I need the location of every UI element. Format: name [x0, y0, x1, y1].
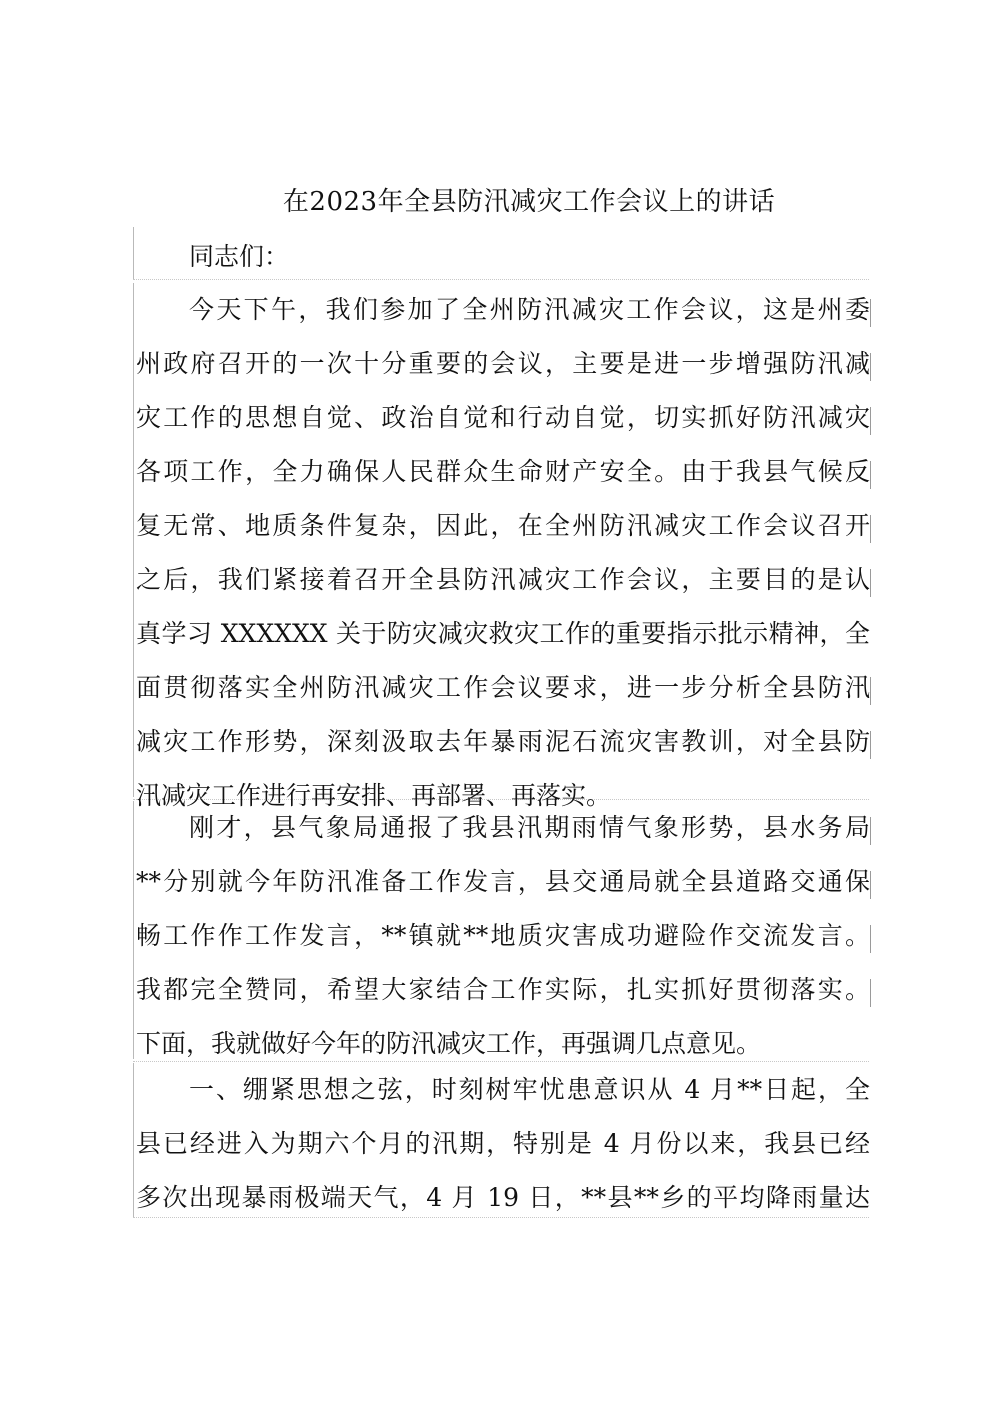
text-line: 真学习 XXXXXX 关于防灾减灾救灾工作的重要指示批示精神，全 [136, 619, 870, 648]
left-margin-rule [133, 227, 134, 279]
text-line: 多次出现暴雨极端天气，4 月 19 日，**县**乡的平均降雨量达 [136, 1183, 870, 1212]
right-margin-rule [870, 569, 871, 597]
text-line: 复无常、地质条件复杂，因此，在全州防汛减灾工作会议召开 [136, 511, 870, 540]
text-line: 下面，我就做好今年的防汛减灾工作，再强调几点意见。 [136, 1029, 762, 1058]
document-title: 在2023年全县防汛减灾工作会议上的讲话 [282, 187, 776, 217]
right-margin-rule [870, 979, 871, 1007]
text-line: 畅工作作工作发言，**镇就**地质灾害成功避险作交流发言。 [136, 921, 870, 950]
right-margin-rule [870, 871, 871, 899]
paragraph-separator [133, 279, 869, 280]
text-line: 减灾工作形势，深刻汲取去年暴雨泥石流灾害教训，对全县防 [136, 727, 870, 756]
right-margin-rule [870, 299, 871, 327]
text-line: 州政府召开的一次十分重要的会议，主要是进一步增强防汛减 [136, 349, 870, 378]
text-line: 汛减灾工作进行再安排、再部署、再落实。 [136, 781, 612, 810]
left-margin-rule [133, 283, 134, 797]
right-margin-rule [870, 515, 871, 543]
salutation: 同志们： [189, 242, 290, 271]
right-margin-rule [870, 731, 871, 759]
text-line: **分别就今年防汛准备工作发言，县交通局就全县道路交通保 [136, 867, 870, 896]
text-line: 县已经进入为期六个月的汛期，特别是 4 月份以来，我县已经 [136, 1129, 870, 1158]
document-body [133, 227, 869, 1217]
text-line: 今天下午，我们参加了全州防汛减灾工作会议，这是州委 [189, 295, 870, 324]
right-margin-rule [870, 817, 871, 845]
text-line: 面贯彻落实全州防汛减灾工作会议要求，进一步分析全县防汛 [136, 673, 870, 702]
text-line: 刚才，县气象局通报了我县汛期雨情气象形势，县水务局 [189, 813, 870, 842]
paragraph [136, 283, 870, 823]
right-margin-rule [870, 407, 871, 435]
paragraph [136, 801, 870, 1071]
text-line: 之后，我们紧接着召开全县防汛减灾工作会议，主要目的是认 [136, 565, 870, 594]
text-line: 各项工作，全力确保人民群众生命财产安全。由于我县气候反 [136, 457, 870, 486]
paragraph [136, 1063, 870, 1225]
text-line: 灾工作的思想自觉、政治自觉和行动自觉，切实抓好防汛减灾 [136, 403, 870, 432]
right-margin-rule [870, 353, 871, 381]
right-margin-rule [870, 925, 871, 953]
left-margin-rule [133, 1063, 134, 1217]
text-line: 我都完全赞同，希望大家结合工作实际，扎实抓好贯彻落实。 [136, 975, 870, 1004]
left-margin-rule [133, 801, 134, 1059]
text-line: 一、绷紧思想之弦，时刻树牢忧患意识从 4 月**日起，全 [189, 1075, 870, 1104]
right-margin-rule [870, 677, 871, 705]
right-margin-rule [870, 461, 871, 489]
